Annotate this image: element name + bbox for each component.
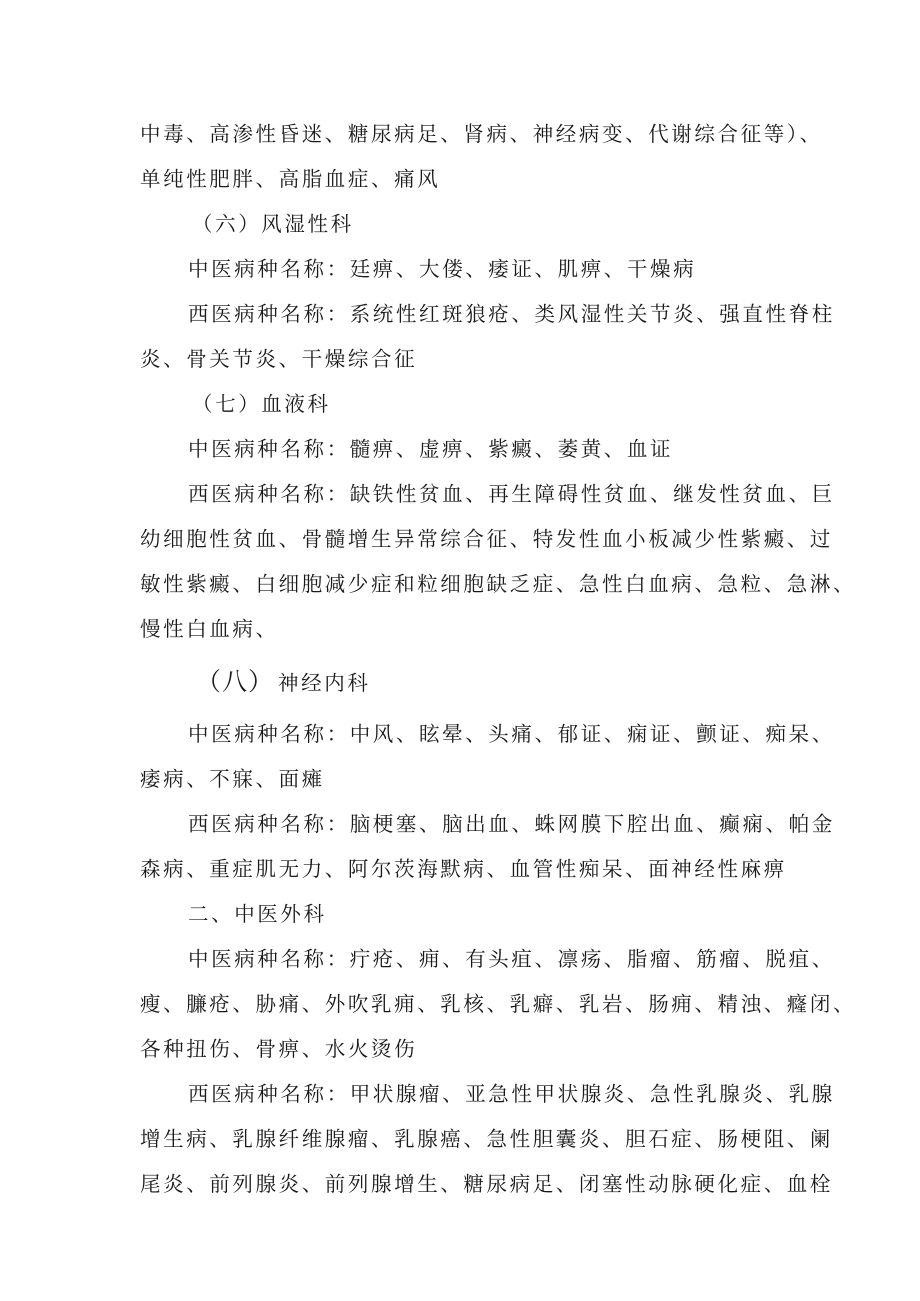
text-line: 西医病种名称：甲状腺瘤、亚急性甲状腺炎、急性乳腺炎、乳腺 bbox=[188, 1082, 835, 1106]
text-line: 西医病种名称：系统性红斑狼疮、类风湿性关节炎、强直性脊柱 bbox=[188, 302, 835, 326]
section-number: （八） bbox=[196, 667, 275, 696]
section-heading bbox=[140, 652, 800, 712]
document-page bbox=[140, 112, 857, 1207]
text-line: 中医病种名称：髓痹、虚痹、紫癜、萎黄、血证 bbox=[188, 437, 674, 461]
section-title: 神经内科 bbox=[278, 671, 371, 695]
text-line: 痿病、不寐、面瘫 bbox=[140, 767, 325, 791]
text-line: 西医病种名称：脑梗塞、脑出血、蛛网膜下腔出血、癫痫、帕金 bbox=[188, 812, 835, 836]
text-line: 中医病种名称：廷痹、大偻、痿证、肌痹、干燥病 bbox=[188, 257, 697, 281]
text-line: 增生病、乳腺纤维腺瘤、乳腺癌、急性胆囊炎、胆石症、肠梗阻、阑 bbox=[140, 1127, 833, 1151]
text-line: 中医病种名称：中风、眩晕、头痛、郁证、痫证、颤证、痴呆、 bbox=[188, 722, 835, 746]
text-line: 中医病种名称：疔疮、痈、有头疽、凛疡、脂瘤、筋瘤、脱疽、 bbox=[188, 947, 835, 971]
text-line: 炎、骨关节炎、干燥综合征 bbox=[140, 347, 418, 371]
text-line: 西医病种名称：缺铁性贫血、再生障碍性贫血、继发性贫血、巨 bbox=[188, 482, 835, 506]
section-heading: 二、中医外科 bbox=[188, 902, 327, 926]
text-line: 敏性紫癜、白细胞减少症和粒细胞缺乏症、急性白血病、急粒、急淋、 bbox=[140, 572, 857, 596]
text-line: 单纯性肥胖、高脂血症、痛风 bbox=[140, 167, 441, 191]
text-line: 瘦、臁疮、胁痛、外吹乳痈、乳核、乳癖、乳岩、肠痈、精浊、癃闭、 bbox=[140, 992, 857, 1016]
text-line: 尾炎、前列腺炎、前列腺增生、糖尿病足、闭塞性动脉硬化症、血栓 bbox=[140, 1172, 833, 1196]
text-line: 森病、重症肌无力、阿尔茨海默病、血管性痴呆、面神经性麻痹 bbox=[140, 857, 787, 881]
text-line: 中毒、高渗性昏迷、糖尿病足、肾病、神经病变、代谢综合征等）、 bbox=[140, 122, 823, 146]
text-line: 慢性白血病、 bbox=[140, 617, 279, 641]
section-heading: （七）血液科 bbox=[192, 392, 331, 416]
text-line: 各种扭伤、骨痹、水火烫伤 bbox=[140, 1037, 418, 1061]
section-heading: （六）风湿性科 bbox=[192, 212, 354, 236]
text-line: 幼细胞性贫血、骨髓增生异常综合征、特发性血小板减少性紫癜、过 bbox=[140, 527, 833, 551]
